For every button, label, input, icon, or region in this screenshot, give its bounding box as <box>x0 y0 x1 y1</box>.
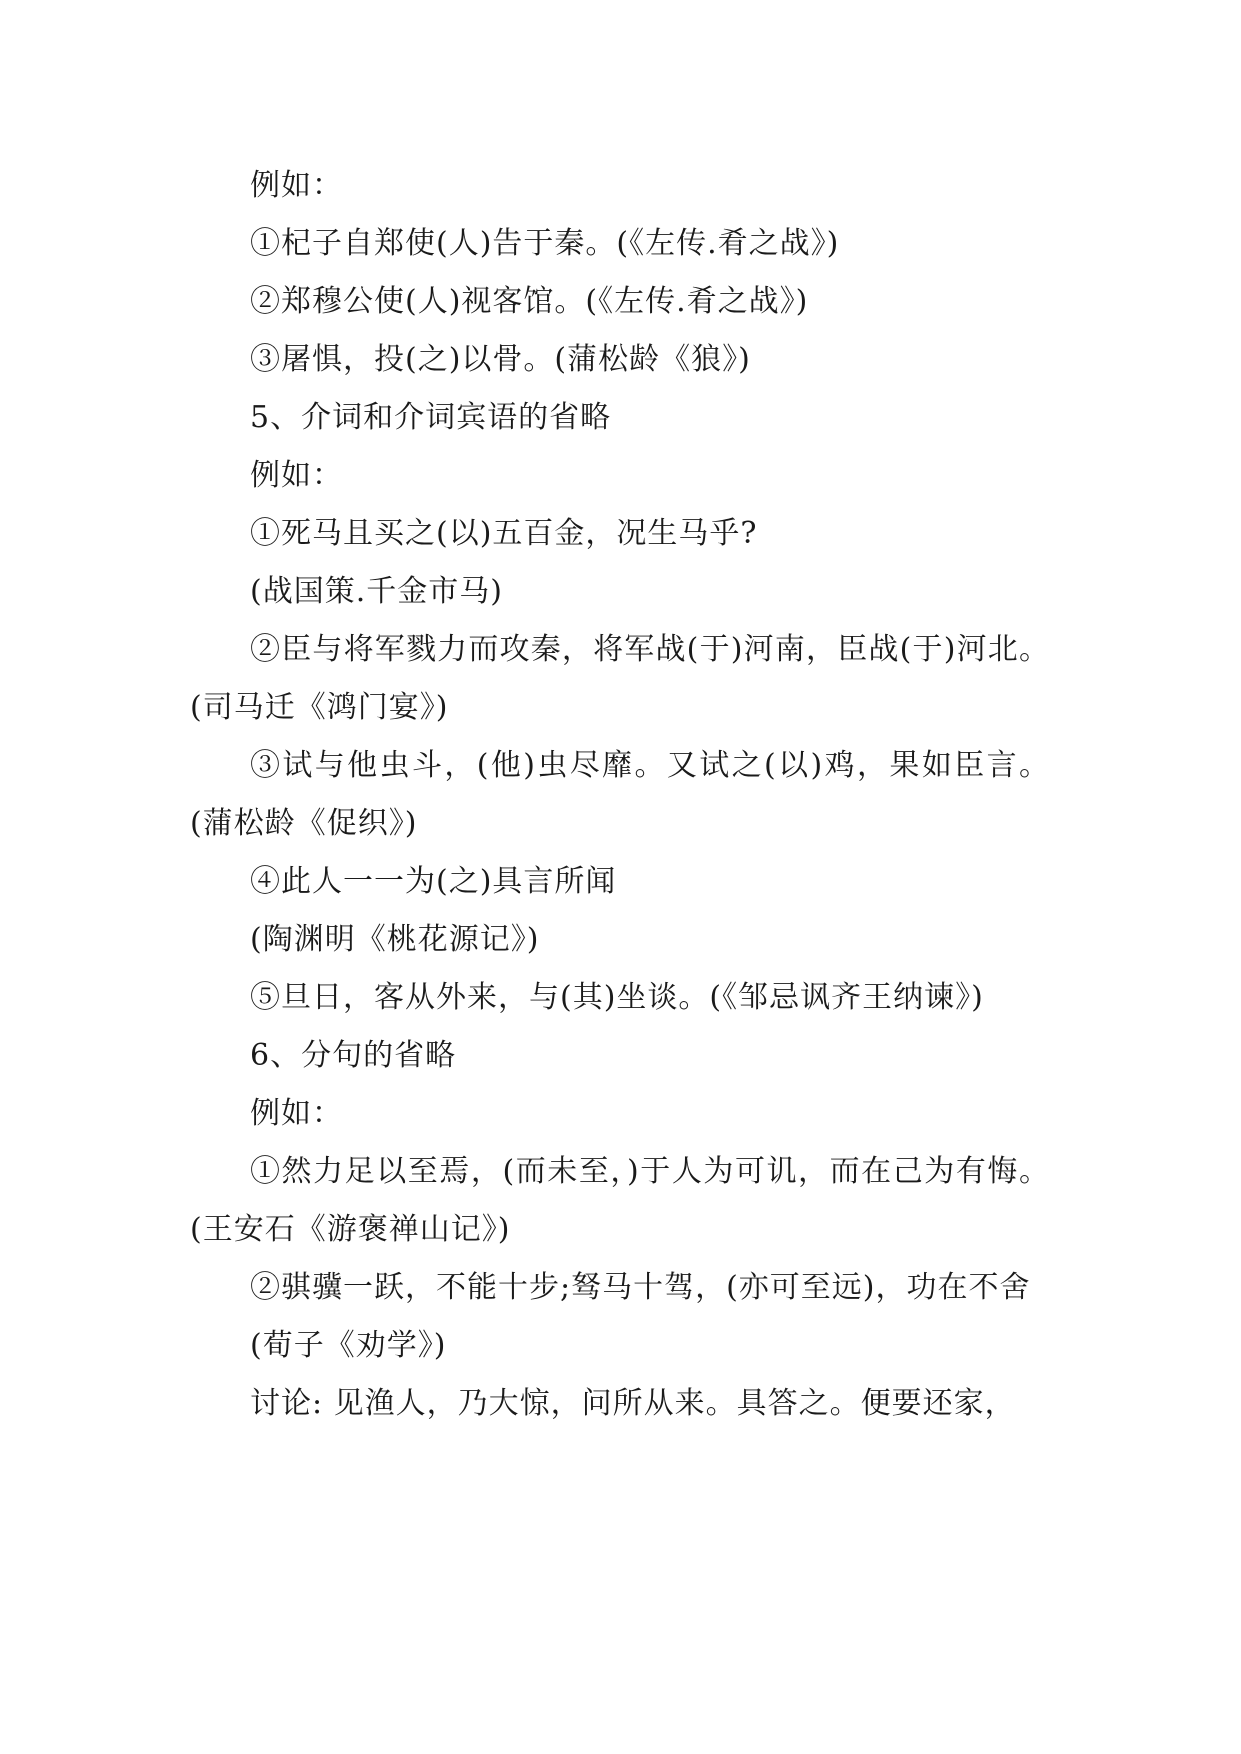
example-source: (战国策.千金市马) <box>250 574 503 609</box>
example-item: ①然力足以至焉，(而未至，)于人为可讥，而在己为有悔。(王安石《游褒禅山记》) <box>190 1154 1050 1247</box>
example-item: ①杞子自郑使(人)告于秦。(《左传.肴之战》) <box>250 226 840 261</box>
example-item: ⑤旦日，客从外来，与(其)坐谈。(《邹忌讽齐王纳谏》) <box>250 980 984 1015</box>
example-label: 例如： <box>250 1096 343 1131</box>
example-item: ①死马且买之(以)五百金，况生马乎? <box>250 516 758 551</box>
section-heading: 6、分句的省略 <box>250 1038 457 1073</box>
example-item: ③屠惧，投(之)以骨。(蒲松龄《狼》) <box>250 342 751 377</box>
document-body <box>190 157 1050 1433</box>
example-item: ③试与他虫斗，(他)虫尽靡。又试之(以)鸡，果如臣言。(蒲松龄《促织》) <box>190 748 1050 841</box>
discussion-paragraph: 讨论: 见渔人，乃大惊，问所从来。具答之。便要还家， <box>250 1386 1016 1421</box>
example-label: 例如： <box>250 458 343 493</box>
example-source: (荀子《劝学》) <box>250 1328 447 1363</box>
example-item: ④此人一一为(之)具言所闻 <box>250 864 617 899</box>
example-item: ②臣与将军戮力而攻秦，将军战(于)河南，臣战(于)河北。(司马迁《鸿门宴》) <box>190 632 1050 725</box>
example-item: ②郑穆公使(人)视客馆。(《左传.肴之战》) <box>250 284 809 319</box>
example-label: 例如： <box>250 168 343 203</box>
example-item: ②骐骥一跃，不能十步;驽马十驾，(亦可至远)，功在不舍 <box>250 1270 1031 1305</box>
example-source: (陶渊明《桃花源记》) <box>250 922 540 957</box>
section-heading: 5、介词和介词宾语的省略 <box>250 400 612 435</box>
